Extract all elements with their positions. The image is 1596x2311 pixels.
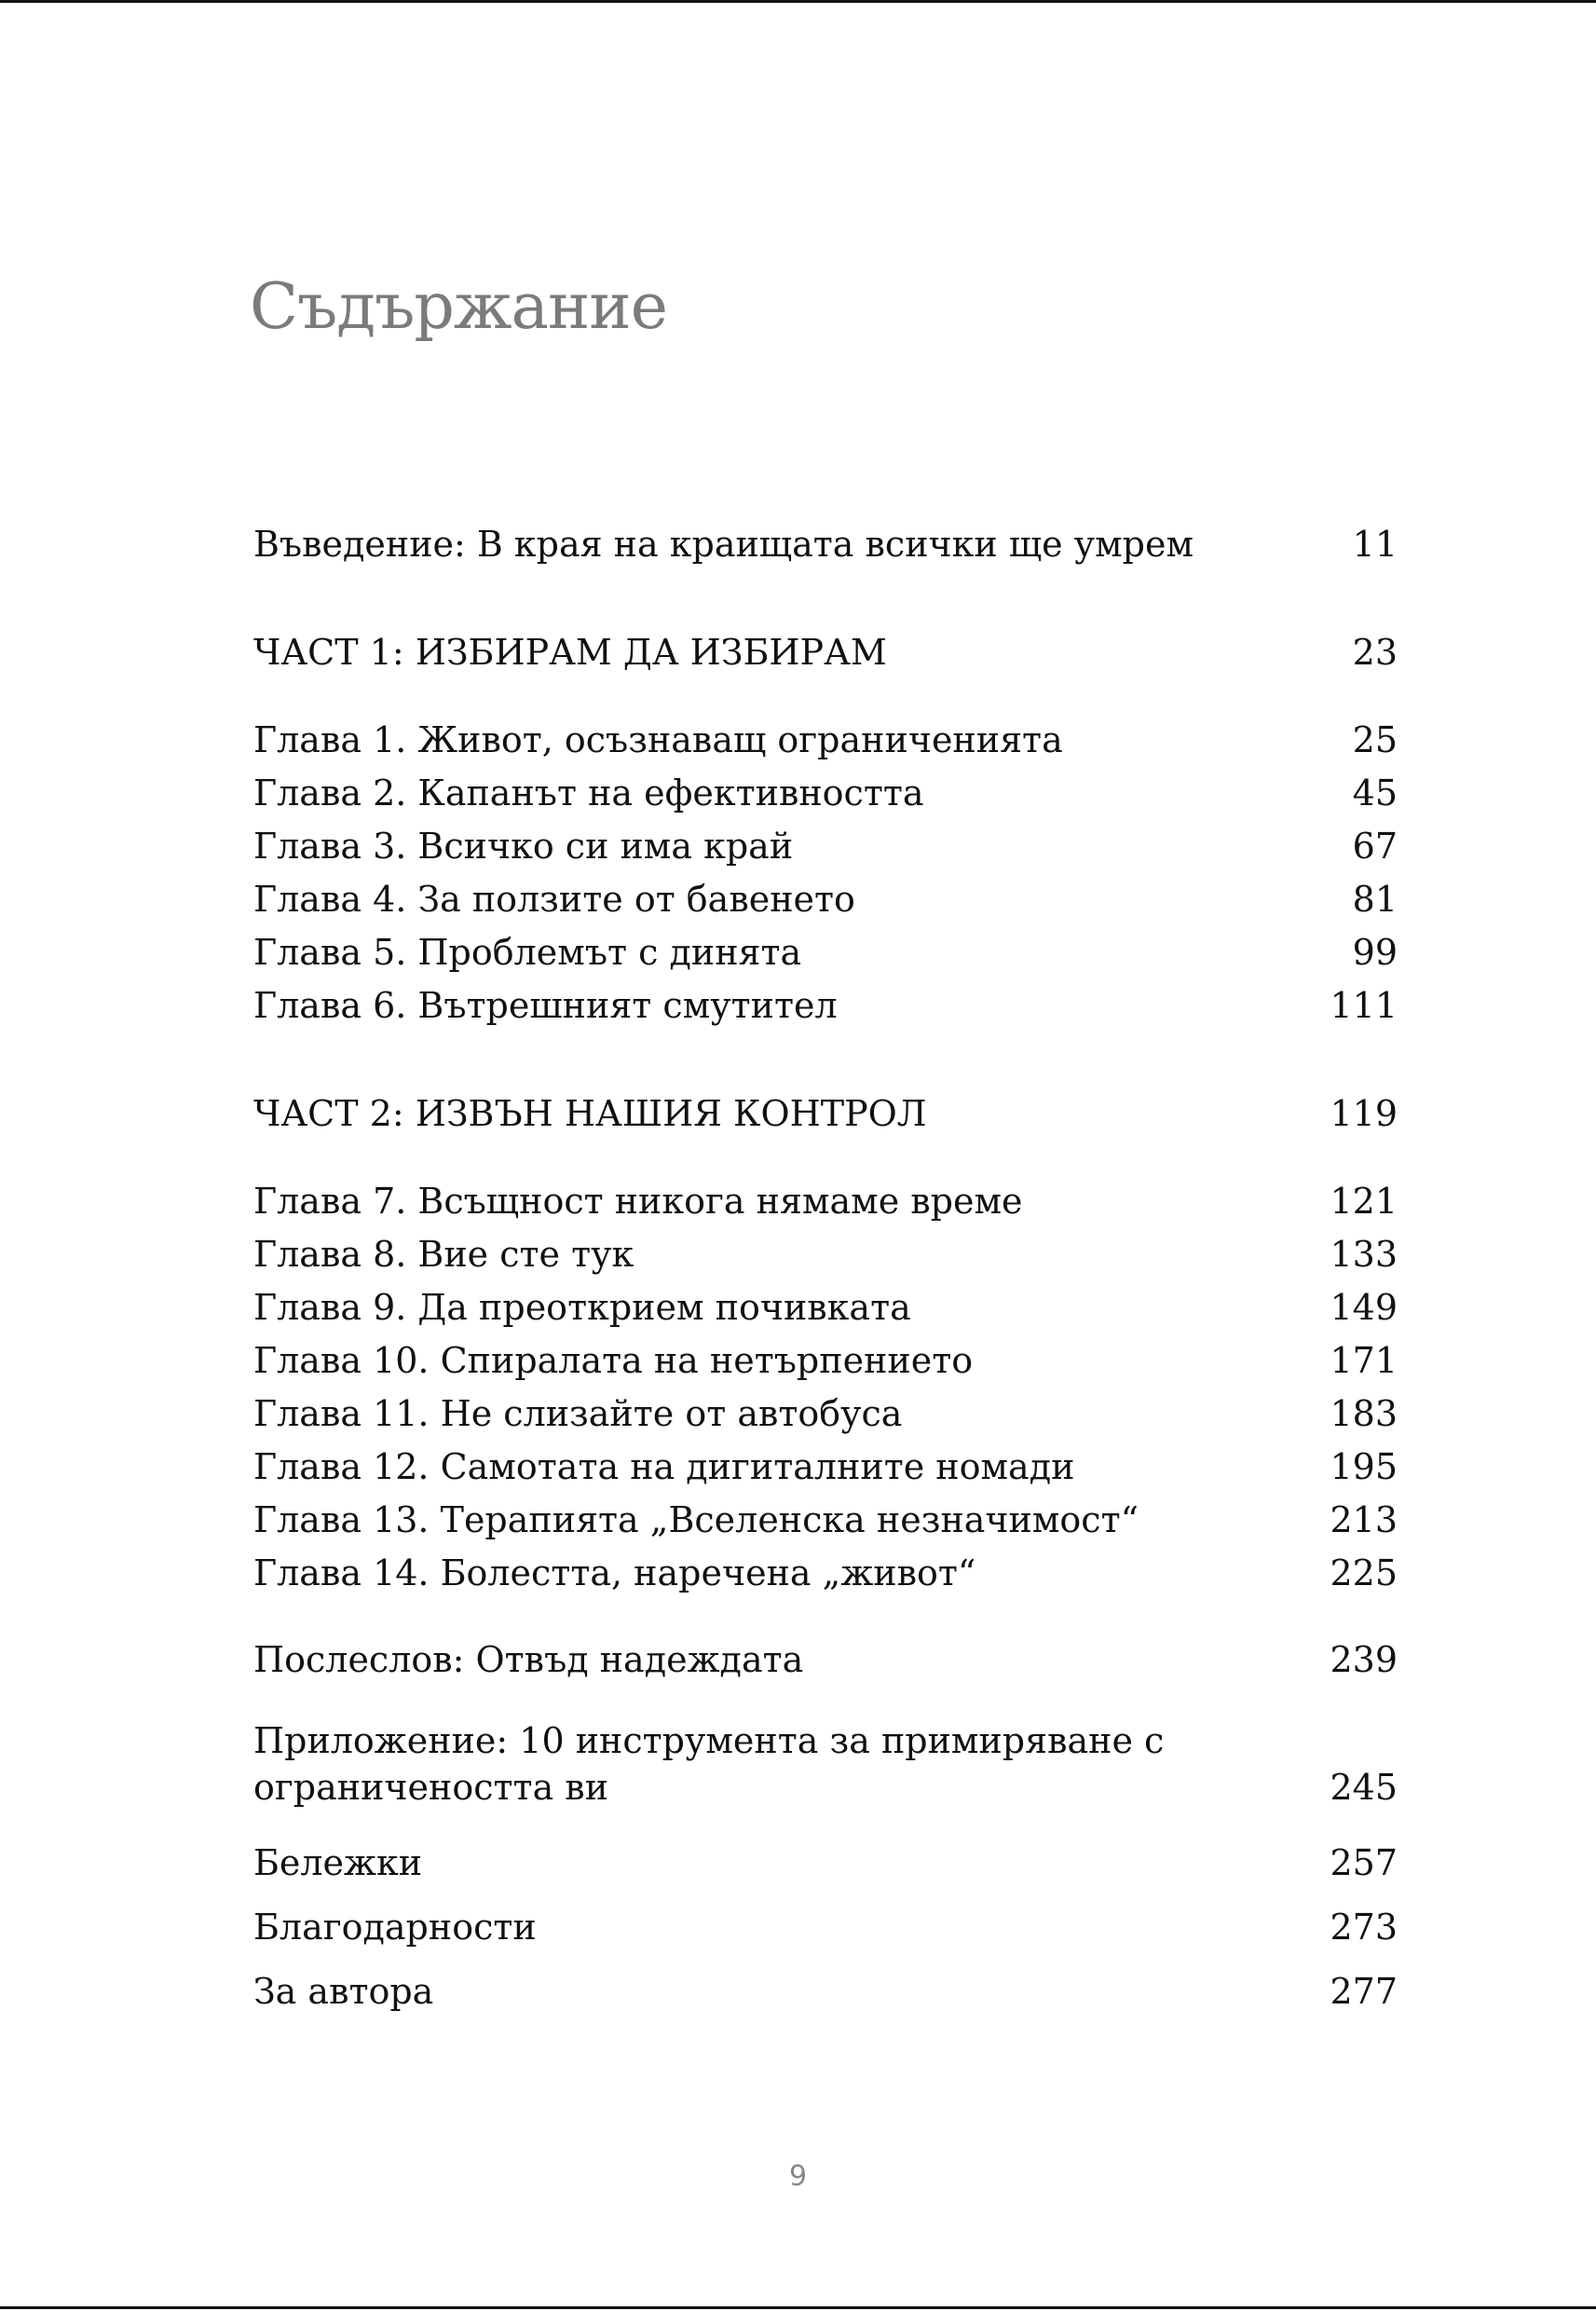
toc-entry-afterword (253, 1637, 1398, 1682)
toc-entry-label: Глава 1. Живот, осъзнаващ ограниченията (253, 719, 1063, 760)
toc-entry-page: 273 (1330, 1907, 1398, 1948)
toc-entry-page: 67 (1352, 826, 1398, 867)
toc-entry-chapter-1 (253, 718, 1398, 762)
toc-entry-label: Глава 4. За ползите от бавенето (253, 879, 855, 920)
toc-entry-chapter-8 (253, 1232, 1398, 1277)
toc-entry-page: 23 (1352, 632, 1398, 673)
toc-entry-label: Глава 13. Терапията „Вселенска незначимост“ (253, 1499, 1139, 1540)
toc-entry-appendix (253, 1717, 1398, 1811)
toc-entry-part-2 (253, 1091, 1398, 1136)
toc-entry-chapter-9 (253, 1285, 1398, 1330)
toc-entry-page: 45 (1352, 773, 1398, 814)
toc-entry-label: Глава 8. Вие сте тук (253, 1234, 634, 1275)
toc-entry-page: 149 (1330, 1287, 1398, 1328)
toc-entry-notes (253, 1840, 1398, 1885)
toc-entry-label: Глава 7. Всъщност никога нямаме време (253, 1181, 1023, 1222)
toc-entry-label: Глава 11. Не слизайте от автобуса (253, 1393, 903, 1434)
toc-entry-label: Послеслов: Отвъд надеждата (253, 1639, 804, 1680)
toc-entry-page: 111 (1330, 985, 1398, 1026)
toc-entry-label: Бележки (253, 1842, 423, 1883)
toc-entry-chapter-7 (253, 1179, 1398, 1224)
toc-entry-page: 257 (1330, 1842, 1398, 1883)
toc-entry-page: 133 (1330, 1234, 1398, 1275)
toc-entry-page: 195 (1330, 1446, 1398, 1487)
toc-entry-label-line2: ограничеността ви (253, 1767, 609, 1808)
toc-entry-page: 183 (1330, 1393, 1398, 1434)
toc-entry-label: Глава 5. Проблемът с динята (253, 932, 802, 973)
toc-entry-page: 99 (1352, 932, 1398, 973)
toc-entry-label: Глава 14. Болестта, наречена „живот“ (253, 1552, 976, 1593)
toc-entry-label: Глава 3. Всичко си има край (253, 826, 794, 867)
toc-entry-page: 239 (1330, 1639, 1398, 1680)
toc-entry-page: 121 (1330, 1181, 1398, 1222)
toc-entry-about-author (253, 1969, 1398, 2014)
toc-entry-page: 277 (1330, 1971, 1398, 2012)
toc-entry-chapter-5 (253, 930, 1398, 975)
page-number: 9 (788, 2160, 808, 2193)
toc-entry-label: Благодарности (253, 1907, 537, 1948)
toc-entry-page: 25 (1352, 719, 1398, 760)
top-rule (0, 0, 1596, 3)
toc-entry-part-1 (253, 630, 1398, 675)
toc-entry-label: Глава 6. Вътрешният смутител (253, 985, 838, 1026)
toc-entry-label: ЧАСТ 1: ИЗБИРАМ ДА ИЗБИРАМ (253, 632, 887, 673)
toc-entry-chapter-3 (253, 824, 1398, 868)
toc-entry-chapter-11 (253, 1391, 1398, 1436)
toc-entry-label: Глава 2. Капанът на ефективността (253, 773, 924, 814)
toc-entry-acknowledgements (253, 1905, 1398, 1949)
toc-entry-chapter-2 (253, 771, 1398, 815)
toc-entry-page: 119 (1330, 1093, 1398, 1134)
toc-entry-label: Въведение: В края на краищата всички ще умрем (253, 524, 1194, 565)
toc-entry-page: 11 (1352, 524, 1398, 565)
toc-entry-chapter-14 (253, 1551, 1398, 1595)
toc-entry-page: 81 (1352, 879, 1398, 920)
toc-entry-page: 171 (1330, 1340, 1398, 1381)
toc-entry-introduction (253, 522, 1398, 567)
toc-entry-chapter-10 (253, 1338, 1398, 1383)
toc-entry-page: 213 (1330, 1499, 1398, 1540)
toc-entry-page: 245 (1330, 1767, 1398, 1808)
page-title: Съдържание (250, 270, 667, 344)
toc-entry-chapter-12 (253, 1444, 1398, 1489)
toc-entry-chapter-4 (253, 877, 1398, 922)
toc-entry-chapter-13 (253, 1497, 1398, 1542)
toc-entry-label: Глава 12. Самотата на дигиталните номади (253, 1446, 1075, 1487)
bottom-rule (0, 2306, 1596, 2309)
toc-entry-page: 225 (1330, 1552, 1398, 1593)
toc-entry-label: За автора (253, 1971, 434, 2012)
toc-entry-label: Глава 9. Да преоткрием почивката (253, 1287, 911, 1328)
toc-entry-label: ЧАСТ 2: ИЗВЪН НАШИЯ КОНТРОЛ (253, 1093, 927, 1134)
toc-entry-label-line1: Приложение: 10 инструмента за примиряване с (253, 1720, 1165, 1761)
toc-entry-label: Глава 10. Спиралата на нетърпението (253, 1340, 974, 1381)
toc-entry-chapter-6 (253, 983, 1398, 1028)
